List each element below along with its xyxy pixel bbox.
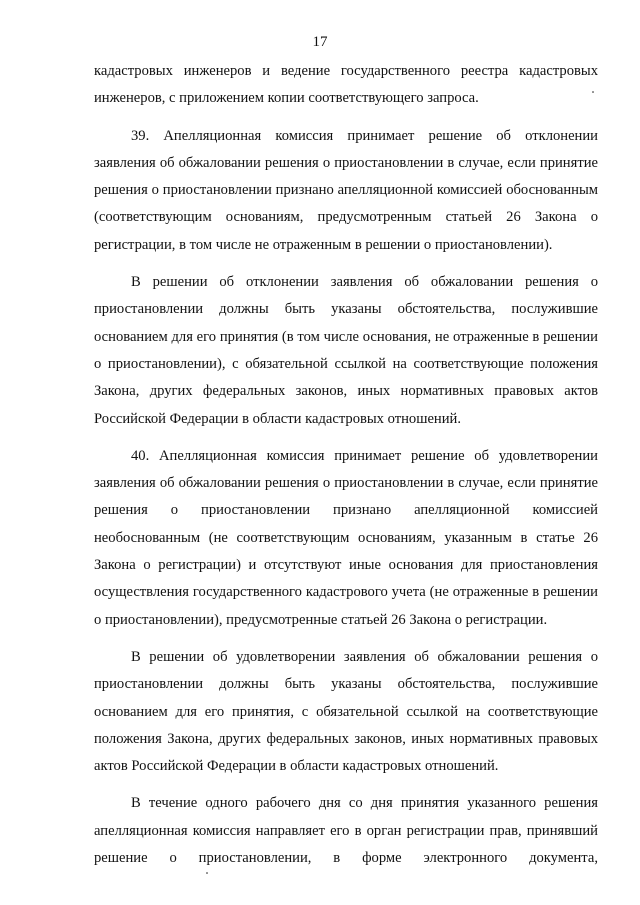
paragraph-item-39: 39. Апелляционная комиссия принимает решение об отклонении заявления об обжаловании решения о приостановлении в случае, если принятие решения о приостановлении признано апелляционной комиссией обоснованным (соответствующим основаниям, предусмотренным статьей 26 Закона о регистрации, в том числе не отраженным в решении о приостановлении).	[94, 127, 598, 253]
paragraph-continuation: кадастровых инженеров и ведение государственного реестра кадастровых инженеров, с приложением копии соответствующего запроса.	[94, 63, 598, 107]
scan-speck	[592, 91, 594, 93]
paragraph-item-40: 40. Апелляционная комиссия принимает решение об удовлетворении заявления об обжаловании решения о приостановлении в случае, если принятие решения о приостановлении признано апелляционной комиссией необоснованным (не соответствующим основаниям, указанным в статье 26 Закона о регистрации) и отсутствуют иные основания для приостановления осуществления государственного кадастрового учета (не отраженные в решении о приостановлении), предусмотренные статьей 26 Закона о регистрации.	[94, 447, 598, 628]
document-body	[94, 58, 598, 882]
paragraph-item-40-approval-details: В решении об удовлетворении заявления об обжаловании решения о приостановлении должны быть указаны обстоятельства, послужившие основанием для его принятия, с обязательной ссылкой на соответствующие положения Закона, других федеральных законов, иных нормативных правовых актов Российской Федерации в области кадастровых отношений.	[94, 648, 598, 775]
paragraph-item-39-rejection-details: В решении об отклонении заявления об обжаловании решения о приостановлении должны быть указаны обстоятельства, послужившие основанием для его принятия (в том числе основания, не отраженные в решении о приостановлении), с обязательной ссылкой на соответствующие положения Закона, других федеральных законов, иных нормативных правовых актов Российской Федерации в области кадастровых отношений.	[94, 274, 598, 427]
page-number: 17	[312, 34, 328, 50]
paragraph-item-40-delivery: В течение одного рабочего дня со дня принятия указанного решения апелляционная комиссия направляет его в орган регистрации прав, принявший решение о приостановлении, в форме электронного документа,	[94, 795, 598, 867]
scan-speck	[206, 872, 208, 874]
